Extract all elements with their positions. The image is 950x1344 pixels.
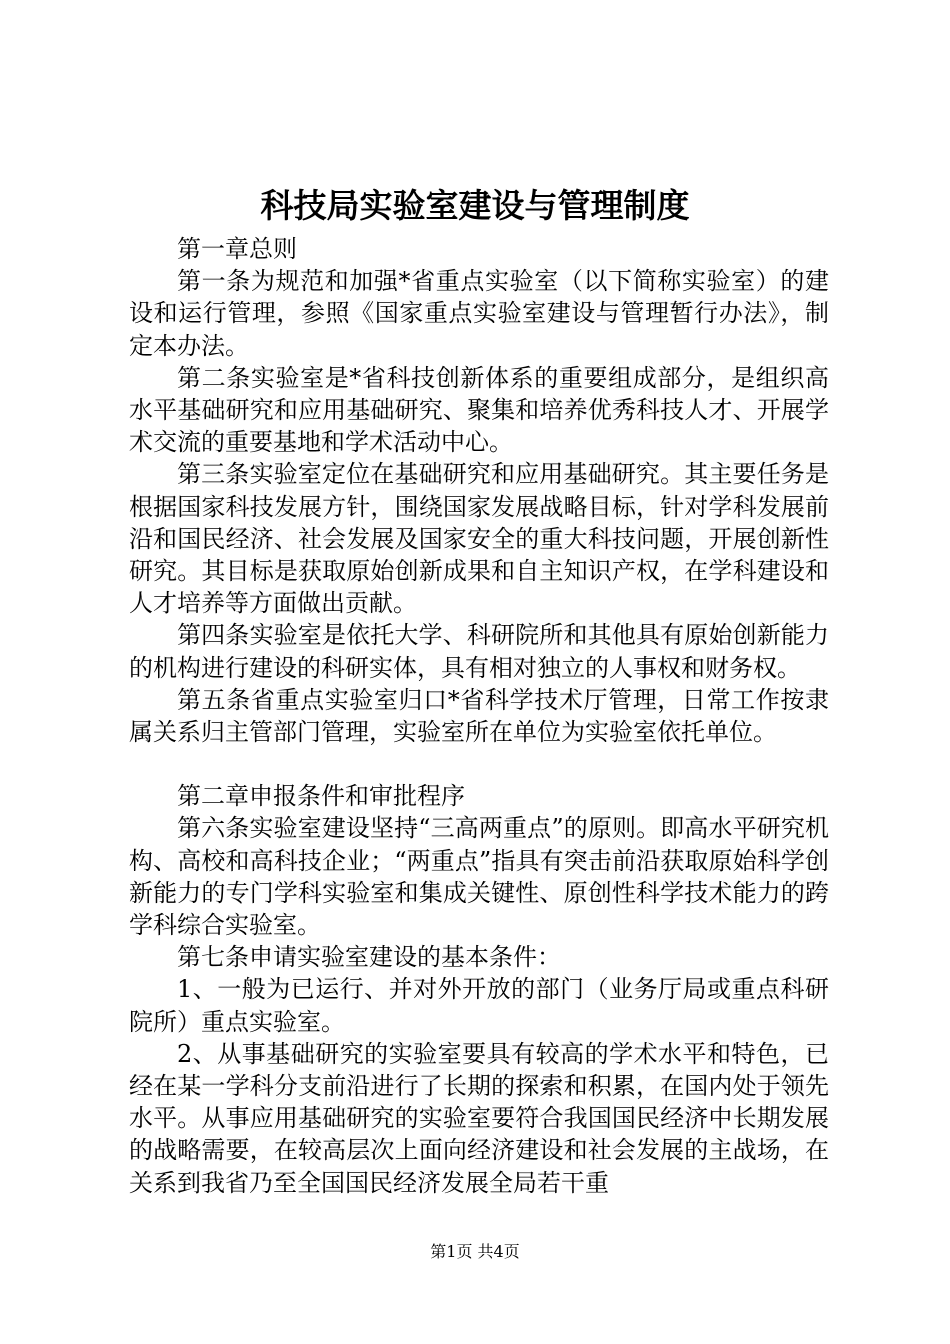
list-item-paragraph: 2、从事基础研究的实验室要具有较高的学术水平和特色，已经在某一学科分支前沿进行了长期的探索和积累，在国内处于领先水平。从事应用基础研究的实验室要符合我国国民经济中长期发展的战略需要，在较高层次上面向经济建设和社会发展的主战场，在关系到我省乃至全国国民经济发展全局若干重 <box>129 1039 829 1197</box>
article-paragraph: 第一条为规范和加强*省重点实验室（以下简称实验室）的建设和运行管理，参照《国家重点实验室建设与管理暂行办法》，制定本办法。 <box>129 267 829 360</box>
chapter-heading: 第二章申报条件和审批程序 <box>177 782 465 811</box>
article-paragraph: 第二条实验室是*省科技创新体系的重要组成部分，是组织高水平基础研究和应用基础研究、聚集和培养优秀科技人才、开展学术交流的重要基地和学术活动中心。 <box>129 363 829 457</box>
article-paragraph: 第六条实验室建设坚持“三高两重点”的原则。即高水平研究机构、高校和高科技企业；“两重点”指具有突击前沿获取原始科学创新能力的专门学科实验室和集成关键性、原创性科学技术能力的跨学科综合实验室。 <box>129 814 829 940</box>
article-paragraph: 第三条实验室定位在基础研究和应用基础研究。其主要任务是根据国家科技发展方针，围绕国家发展战略目标，针对学科发展前沿和国民经济、社会发展及国家安全的重大科技问题，开展创新性研究。其目标是获取原始创新成果和自主知识产权，在学科建设和人才培养等方面做出贡献。 <box>129 460 829 618</box>
chapter-heading: 第一章总则 <box>177 235 297 263</box>
document-title: 科技局实验室建设与管理制度 <box>260 186 690 225</box>
document-body <box>129 233 829 1199</box>
article-paragraph: 第四条实验室是依托大学、科研院所和其他具有原始创新能力的机构进行建设的科研实体，具有相对独立的人事权和财务权。 <box>129 621 829 682</box>
article-paragraph: 第七条申请实验室建设的基本条件： <box>177 943 561 972</box>
list-item-paragraph: 1、一般为已运行、并对外开放的部门（业务厅局或重点科研院所）重点实验室。 <box>129 975 829 1036</box>
article-paragraph: 第五条省重点实验室归口*省科学技术厅管理，日常工作按隶属关系归主管部门管理，实验室所在单位为实验室依托单位。 <box>129 685 829 747</box>
page-footer: 第1页 共4页 <box>430 1242 520 1261</box>
